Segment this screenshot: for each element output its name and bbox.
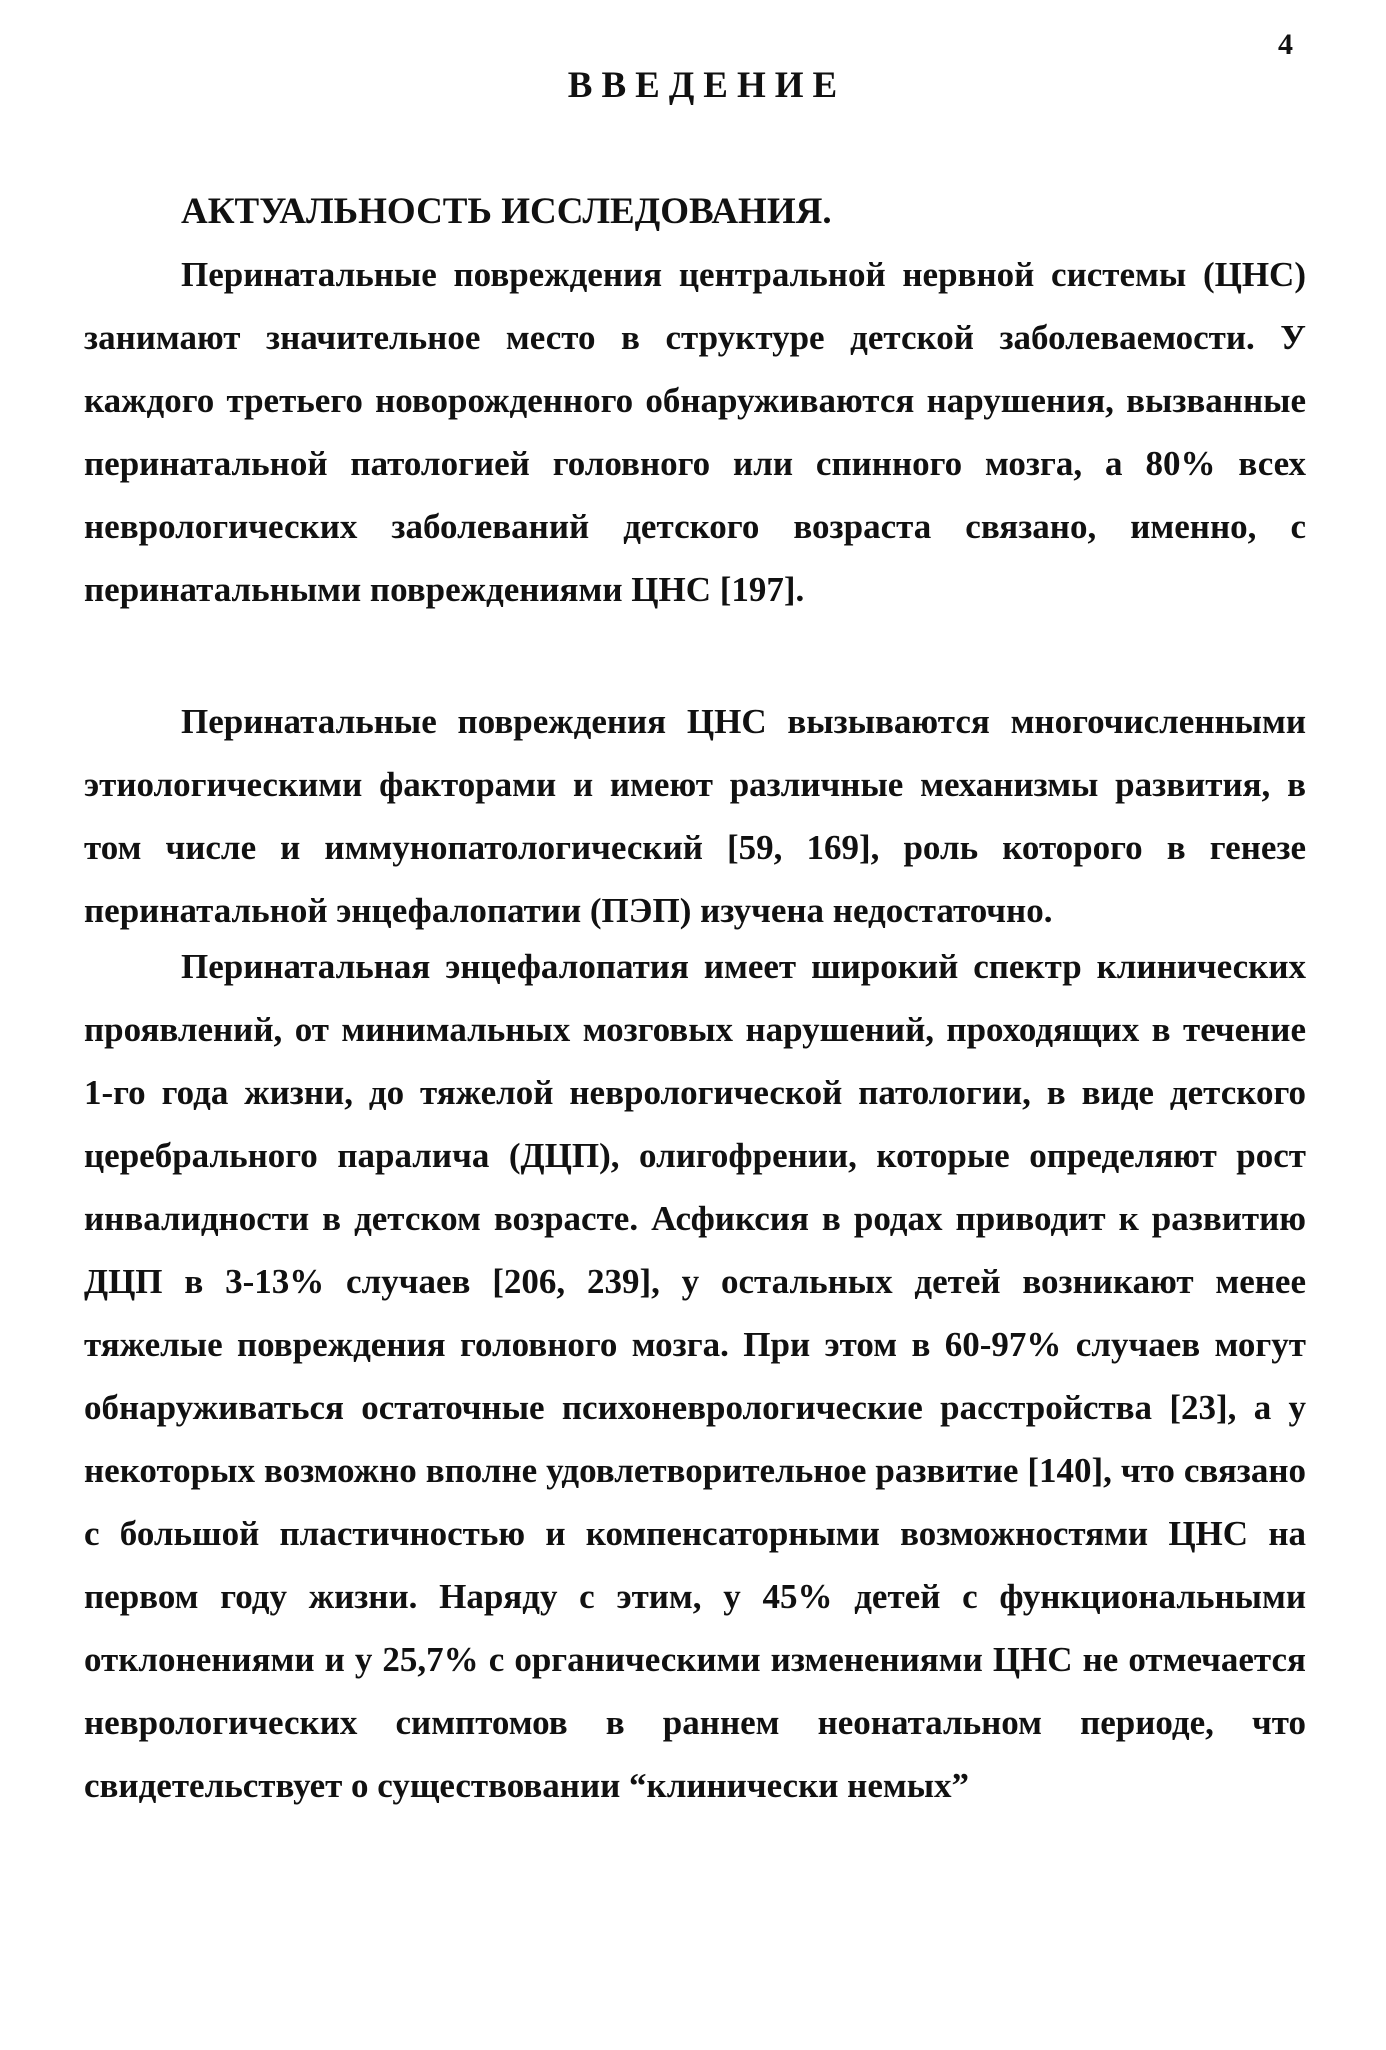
page-number: 4 [1278,28,1293,61]
paragraph-2-block [84,690,1306,942]
chapter-title: ВВЕДЕНИЕ [567,65,847,106]
section-heading: АКТУАЛЬНОСТЬ ИССЛЕДОВАНИЯ. [181,191,832,232]
paragraph: Перинатальные повреждения центральной нервной системы (ЦНС) занимают значительное место в структуре детской заболеваемости. У каждого третьего новорожденного обнаруживаются нарушения, вызванные перинатальной патологией головного или спинного мозга, а 80% всех неврологических заболеваний детского возраста связано, именно, с перинатальными повреждениями ЦНС [197]. [84,255,1306,609]
paragraph: Перинатальная энцефалопатия имеет широкий спектр клинических проявлений, от минимальных мозговых нарушений, проходящих в течение 1-го года жизни, до тяжелой неврологической патологии, в виде детского церебрального паралича (ДЦП), олигофрении, которые определяют рост инвалидности в детском возрасте. Асфиксия в родах приводит к развитию ДЦП в 3-13% случаев [206, 239], у остальных детей возникают менее тяжелые повреждения головного мозга. При этом в 60-97% случаев могут обнаруживаться остаточные психоневрологические расстройства [23], а у некоторых возможно вполне удовлетворительное развитие [140], что связано с большой пластичностью и компенсаторными возможностями ЦНС на первом году жизни. Наряду с этим, у 45% детей с функциональными отклонениями и у 25,7% с органическими изменениями ЦНС не отмечается неврологических симптомов в раннем неонатальном периоде, что свидетельствует о существовании “клинически немых” [84,947,1306,1805]
paragraph-3-block [84,935,1306,1817]
paragraph-1-block [84,243,1306,621]
paragraph: Перинатальные повреждения ЦНС вызываются многочисленными этиологическими факторами и имеют различные механизмы развития, в том числе и иммунопатологический [59, 169], роль которого в генезе перинатальной энцефалопатии (ПЭП) изучена недостаточно. [84,702,1306,930]
